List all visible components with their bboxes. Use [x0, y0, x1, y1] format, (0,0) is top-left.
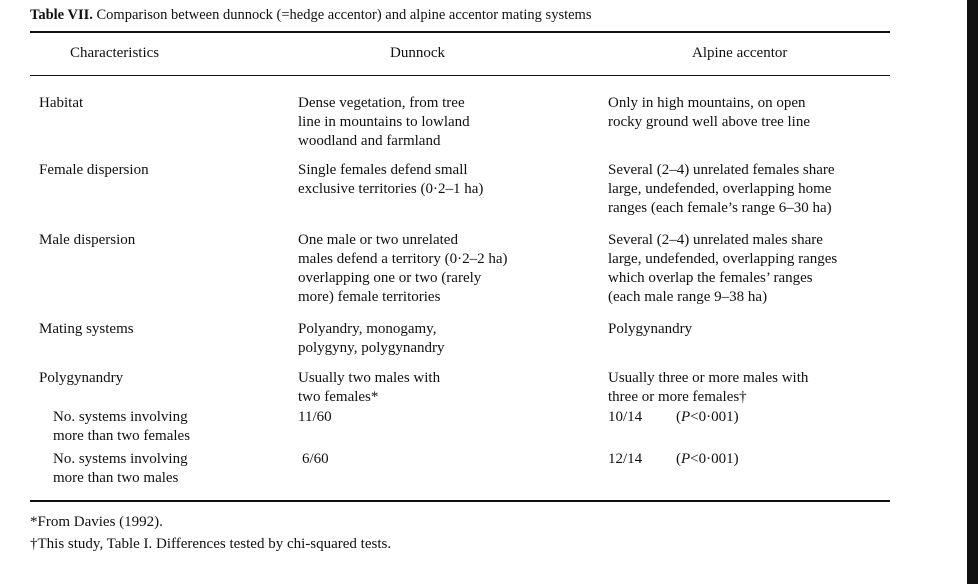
- alpine-males-involved: 12/14: [608, 451, 643, 467]
- bottom-rule: [30, 500, 890, 502]
- row-label-female-dispersion: Female dispersion: [39, 162, 149, 178]
- row-label-polygynandry: Polygynandry: [39, 370, 124, 386]
- table-title: Comparison between dunnock (=hedge accentor) and alpine accentor mating systems: [96, 7, 592, 23]
- row-label-males-involved: No. systems involving more than two males: [53, 451, 188, 486]
- p-open-paren: (: [676, 409, 681, 425]
- dunnock-male-dispersion: One male or two unrelated males defend a territory (0·2–2 ha) overlapping one or two (rarely more) female territories: [298, 232, 508, 305]
- alpine-female-dispersion: Several (2–4) unrelated females share large, undefended, overlapping home ranges (each female’s range 6–30 ha): [608, 162, 835, 216]
- table-caption: [30, 6, 930, 25]
- dunnock-polygynandry: Usually two males with two females*: [298, 370, 441, 405]
- row-label-mating-systems: Mating systems: [39, 321, 134, 337]
- p-threshold: <0·001): [690, 451, 739, 467]
- dunnock-mating-systems: Polyandry, monogamy, polygyny, polygynandry: [298, 321, 445, 356]
- scan-border: [967, 0, 978, 584]
- footnote-davies: *From Davies (1992).: [30, 514, 163, 530]
- header-dunnock: Dunnock: [390, 45, 445, 61]
- row-label-habitat: Habitat: [39, 95, 84, 111]
- alpine-females-involved: 10/14: [608, 409, 643, 425]
- alpine-habitat: Only in high mountains, on open rocky ground well above tree line: [608, 95, 811, 130]
- row-label-females-involved: No. systems involving more than two females: [53, 409, 191, 444]
- header-alpine-accentor: Alpine accentor: [692, 45, 788, 61]
- dunnock-males-involved: 6/60: [302, 451, 329, 467]
- dunnock-habitat: Dense vegetation, from tree line in mountains to lowland woodland and farmland: [298, 95, 470, 149]
- header-characteristics: Characteristics: [70, 45, 160, 61]
- p-symbol: P: [681, 451, 691, 467]
- p-symbol: P: [681, 409, 691, 425]
- top-rule: [30, 31, 890, 33]
- footnote-study: †This study, Table I. Differences tested by chi-squared tests.: [30, 536, 392, 552]
- dunnock-females-involved: 11/60: [298, 409, 332, 425]
- alpine-male-dispersion: Several (2–4) unrelated males share large, undefended, overlapping ranges which overlap the females’ ranges (each male range 9–38 ha): [608, 232, 838, 305]
- header-rule: [30, 75, 890, 76]
- alpine-polygynandry: Usually three or more males with three or more females†: [608, 370, 809, 405]
- table-number: Table VII.: [30, 7, 93, 23]
- dunnock-female-dispersion: Single females defend small exclusive territories (0·2–1 ha): [298, 162, 484, 197]
- p-threshold: <0·001): [690, 409, 739, 425]
- row-label-male-dispersion: Male dispersion: [39, 232, 136, 248]
- alpine-mating-systems: Polygynandry: [608, 321, 693, 337]
- p-value-males: [676, 450, 739, 469]
- p-open-paren: (: [676, 451, 681, 467]
- p-value-females: [676, 408, 739, 427]
